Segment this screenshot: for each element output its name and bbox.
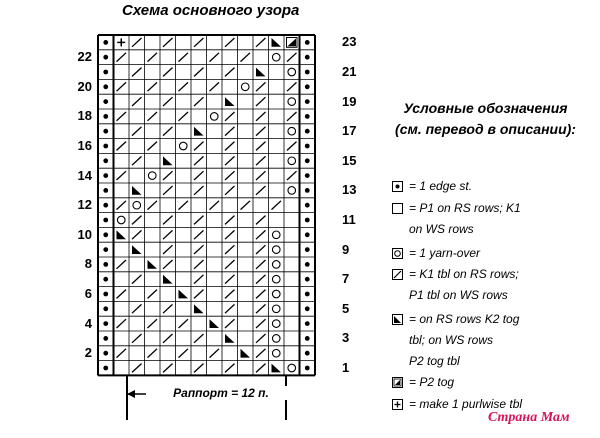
row-number-right: 7 — [342, 271, 350, 287]
cell-yarn-over-circle — [272, 261, 280, 269]
cell-edge-dot — [103, 129, 108, 134]
row-number-left: 6 — [84, 286, 92, 301]
cell-tbl-slash — [117, 319, 127, 328]
row-number-right: 15 — [342, 152, 357, 168]
cell-edge-dot — [305, 336, 310, 341]
cell-tbl-slash — [287, 171, 297, 180]
cell-tbl-slash — [194, 216, 204, 225]
cell-yarn-over-circle — [179, 142, 187, 150]
legend-text — [409, 198, 599, 240]
cell-tbl-slash — [256, 319, 266, 328]
cell-tbl-slash — [256, 97, 266, 106]
cell-tbl-slash — [225, 216, 235, 225]
legend-blank-icon — [392, 203, 403, 214]
cell-edge-dot — [305, 129, 310, 134]
cell-tbl-slash — [148, 290, 158, 299]
cell-tbl-slash — [256, 156, 266, 165]
cell-tbl-slash — [132, 275, 142, 284]
cell-yarn-over-circle — [272, 290, 280, 298]
cell-k2tog-triangle — [179, 290, 189, 299]
cell-tbl-slash — [179, 82, 189, 91]
chart-title: Схема основного узора — [122, 2, 300, 19]
cell-tbl-slash — [225, 68, 235, 77]
row-number-right: 17 — [342, 123, 357, 139]
cell-tbl-slash — [241, 201, 251, 210]
cell-tbl-slash — [132, 334, 142, 343]
cell-tbl-slash — [256, 230, 266, 239]
cell-edge-dot — [103, 218, 108, 223]
cell-tbl-slash — [163, 68, 173, 77]
cell-k2tog-triangle — [256, 68, 266, 77]
cell-tbl-slash — [256, 127, 266, 136]
cell-yarn-over-circle — [272, 305, 280, 313]
cell-edge-dot — [305, 262, 310, 267]
row-number-left: 2 — [84, 345, 92, 361]
cell-yarn-over-circle — [272, 246, 280, 254]
cell-edge-dot — [103, 144, 108, 149]
repeat-arrow-left — [127, 390, 135, 398]
cell-k2tog-triangle — [194, 304, 204, 313]
cell-yarn-over-circle — [288, 127, 296, 135]
cell-tbl-slash — [179, 349, 189, 358]
cell-edge-dot — [305, 70, 310, 75]
watermark-logo: Страна Мам — [488, 410, 570, 425]
cell-edge-dot — [103, 262, 108, 267]
cell-tbl-slash — [225, 38, 235, 47]
cell-edge-dot — [103, 158, 108, 163]
cell-tbl-slash — [194, 68, 204, 77]
cell-edge-dot — [305, 114, 310, 119]
legend-text-line1: = P1 on RS rows; K1 — [409, 201, 521, 215]
cell-k2tog-triangle — [225, 97, 235, 106]
cell-edge-dot — [305, 55, 310, 60]
cell-tbl-slash — [117, 260, 127, 269]
cell-edge-dot — [103, 114, 108, 119]
cell-tbl-slash — [225, 245, 235, 254]
cell-tbl-slash — [256, 290, 266, 299]
cell-tbl-slash — [163, 260, 173, 269]
cell-yarn-over-circle — [288, 98, 296, 106]
legend-text — [409, 176, 599, 197]
cell-yarn-over-circle — [288, 157, 296, 165]
cell-tbl-slash — [163, 230, 173, 239]
cell-k2tog-triangle — [210, 319, 220, 328]
cell-tbl-slash — [132, 304, 142, 313]
legend-text-line1: = P2 tog — [409, 375, 455, 389]
cell-tbl-slash — [194, 290, 204, 299]
legend-text-line1: = K1 tbl on RS rows; — [409, 267, 519, 281]
cell-tbl-slash — [225, 127, 235, 136]
cell-edge-dot — [305, 292, 310, 297]
cell-tbl-slash — [194, 334, 204, 343]
row-number-left: 4 — [84, 315, 92, 331]
cell-tbl-slash — [225, 186, 235, 195]
row-number-right: 21 — [342, 64, 357, 79]
cell-edge-dot — [103, 84, 108, 89]
cell-tbl-slash — [132, 97, 142, 106]
cell-tbl-slash — [117, 349, 127, 358]
cell-tbl-slash — [256, 142, 266, 151]
cell-edge-dot — [305, 144, 310, 149]
cell-tbl-slash — [179, 319, 189, 328]
cell-tbl-slash — [163, 364, 173, 373]
cell-p2tog-triangle — [288, 39, 297, 47]
cell-tbl-slash — [225, 156, 235, 165]
cell-tbl-slash — [256, 186, 266, 195]
legend-text — [409, 309, 599, 372]
cell-edge-dot — [305, 40, 310, 45]
row-number-left: 20 — [77, 78, 92, 94]
cell-yarn-over-circle — [288, 364, 296, 372]
row-number-left: 16 — [77, 138, 92, 153]
cell-edge-dot — [103, 336, 108, 341]
cell-tbl-slash — [148, 82, 158, 91]
cell-tbl-slash — [256, 112, 266, 121]
row-number-left: 14 — [77, 167, 92, 183]
legend-dark-triangle-icon — [392, 314, 403, 325]
cell-edge-dot — [305, 218, 310, 223]
cell-tbl-slash — [194, 142, 204, 151]
cell-tbl-slash — [117, 142, 127, 151]
cell-tbl-slash — [225, 364, 235, 373]
cell-tbl-slash — [132, 216, 142, 225]
legend-text — [409, 264, 599, 306]
cell-tbl-slash — [287, 82, 297, 91]
row-number-right: 3 — [342, 330, 350, 346]
cell-tbl-slash — [132, 156, 142, 165]
cell-tbl-slash — [179, 201, 189, 210]
cell-yarn-over-circle — [210, 113, 218, 121]
cell-edge-dot — [305, 232, 310, 237]
cell-tbl-slash — [210, 53, 220, 62]
cell-k2tog-triangle — [225, 334, 235, 343]
cell-edge-dot — [103, 321, 108, 326]
cell-tbl-slash — [256, 82, 266, 91]
legend-text-line1: = make 1 purlwise tbl — [409, 397, 523, 411]
legend-text-line1: = on RS rows K2 tog — [409, 312, 520, 326]
cell-tbl-slash — [132, 38, 142, 47]
cell-k2tog-triangle — [272, 364, 282, 373]
cell-yarn-over-circle — [272, 275, 280, 283]
cell-tbl-slash — [117, 82, 127, 91]
legend-title-line1: Условные обозначения — [403, 100, 568, 116]
cell-yarn-over-circle — [117, 216, 125, 224]
cell-yarn-over-circle — [272, 231, 280, 239]
legend-dot-icon — [392, 181, 403, 192]
cell-tbl-slash — [225, 275, 235, 284]
cell-tbl-slash — [256, 334, 266, 343]
cell-tbl-slash — [163, 245, 173, 254]
cell-edge-dot — [305, 158, 310, 163]
cell-yarn-over-circle — [272, 349, 280, 357]
cell-tbl-slash — [163, 186, 173, 195]
cell-tbl-slash — [132, 364, 142, 373]
cell-yarn-over-circle — [288, 187, 296, 195]
cell-edge-dot — [103, 351, 108, 356]
legend-text-line3: P2 tog tbl — [409, 354, 460, 368]
cell-edge-dot — [305, 84, 310, 89]
cell-yarn-over-circle — [288, 68, 296, 76]
legend-text — [409, 372, 599, 393]
cell-yarn-over-circle — [272, 53, 280, 61]
legend-text-line2: on WS rows — [409, 222, 474, 236]
cell-k2tog-triangle — [117, 230, 127, 239]
cell-k2tog-triangle — [163, 156, 173, 165]
cell-tbl-slash — [194, 275, 204, 284]
cell-edge-dot — [305, 173, 310, 178]
cell-tbl-slash — [256, 275, 266, 284]
cell-tbl-slash — [225, 290, 235, 299]
cell-tbl-slash — [210, 82, 220, 91]
cell-k2tog-triangle — [132, 245, 142, 254]
cell-edge-dot — [305, 203, 310, 208]
cell-tbl-slash — [117, 53, 127, 62]
cell-edge-dot — [305, 99, 310, 104]
legend-text-line2: tbl; on WS rows — [409, 333, 494, 347]
cell-tbl-slash — [225, 230, 235, 239]
cell-tbl-slash — [225, 171, 235, 180]
cell-k2tog-triangle — [272, 38, 282, 47]
cell-edge-dot — [103, 247, 108, 252]
cell-tbl-slash — [287, 142, 297, 151]
cell-tbl-slash — [148, 53, 158, 62]
legend-text — [409, 243, 599, 264]
cell-edge-dot — [103, 203, 108, 208]
row-number-left: 10 — [77, 226, 92, 242]
cell-tbl-slash — [163, 216, 173, 225]
cell-tbl-slash — [148, 112, 158, 121]
cell-tbl-slash — [256, 349, 266, 358]
cell-edge-dot — [305, 366, 310, 371]
row-number-left: 8 — [84, 256, 92, 272]
cell-tbl-slash — [163, 334, 173, 343]
cell-tbl-slash — [272, 201, 282, 210]
row-number-right: 23 — [342, 34, 357, 50]
legend-text-line1: = 1 yarn-over — [409, 246, 481, 260]
cell-tbl-slash — [256, 260, 266, 269]
cell-tbl-slash — [163, 171, 173, 180]
cell-yarn-over-circle — [133, 201, 141, 209]
cell-edge-dot — [305, 306, 310, 311]
cell-tbl-slash — [148, 201, 158, 210]
cell-tbl-slash — [163, 127, 173, 136]
row-number-left: 18 — [77, 108, 92, 124]
cell-edge-dot — [103, 277, 108, 282]
cell-tbl-slash — [163, 97, 173, 106]
cell-tbl-slash — [287, 112, 297, 121]
cell-tbl-slash — [132, 68, 142, 77]
row-number-right: 5 — [342, 300, 350, 316]
cell-edge-dot — [103, 55, 108, 60]
cell-yarn-over-circle — [272, 335, 280, 343]
row-number-right: 19 — [342, 93, 357, 109]
cell-tbl-slash — [256, 216, 266, 225]
cell-tbl-slash — [225, 304, 235, 313]
cell-k2tog-triangle — [132, 186, 142, 195]
cell-k2tog-triangle — [163, 275, 173, 284]
cell-tbl-slash — [194, 38, 204, 47]
cell-tbl-slash — [194, 156, 204, 165]
cell-tbl-slash — [225, 112, 235, 121]
cell-tbl-slash — [117, 201, 127, 210]
legend-boxed-triangle-icon — [392, 377, 403, 388]
cell-tbl-slash — [132, 230, 142, 239]
cell-edge-dot — [103, 173, 108, 178]
cell-tbl-slash — [194, 364, 204, 373]
cell-k2tog-triangle — [241, 349, 251, 358]
cell-tbl-slash — [256, 245, 266, 254]
cell-tbl-slash — [210, 349, 220, 358]
cell-tbl-slash — [148, 142, 158, 151]
cell-yarn-over-circle — [148, 172, 156, 180]
cell-tbl-slash — [194, 245, 204, 254]
cell-k2tog-triangle — [148, 260, 158, 269]
row-number-right: 13 — [342, 182, 357, 198]
legend-text-line1: = 1 edge st. — [409, 179, 473, 193]
cell-tbl-slash — [132, 127, 142, 136]
cell-tbl-slash — [179, 53, 189, 62]
cell-edge-dot — [103, 70, 108, 75]
row-number-right: 9 — [342, 241, 350, 257]
row-number-right: 1 — [342, 360, 350, 375]
cell-tbl-slash — [210, 201, 220, 210]
cell-edge-dot — [103, 188, 108, 193]
cell-tbl-slash — [148, 319, 158, 328]
cell-tbl-slash — [256, 171, 266, 180]
legend-text-line2: P1 tbl on WS rows — [409, 288, 508, 302]
legend-title-line2: (см. перевод в описании): — [395, 121, 576, 137]
cell-tbl-slash — [256, 38, 266, 47]
cell-tbl-slash — [194, 260, 204, 269]
cell-edge-dot — [103, 292, 108, 297]
cell-yarn-over-circle — [241, 83, 249, 91]
cell-tbl-slash — [179, 112, 189, 121]
cell-tbl-slash — [194, 171, 204, 180]
cell-edge-dot — [103, 99, 108, 104]
cell-edge-dot — [305, 247, 310, 252]
cell-edge-dot — [103, 232, 108, 237]
cell-tbl-slash — [148, 349, 158, 358]
repeat-label: Раппорт = 12 п. — [146, 386, 296, 400]
cell-edge-dot — [305, 351, 310, 356]
legend-circle-icon — [392, 248, 403, 259]
cell-tbl-slash — [163, 38, 173, 47]
cell-tbl-slash — [163, 304, 173, 313]
cell-k2tog-triangle — [194, 127, 204, 136]
legend-title — [383, 98, 588, 140]
cell-edge-dot — [305, 277, 310, 282]
cell-edge-dot — [103, 306, 108, 311]
cell-tbl-slash — [117, 171, 127, 180]
row-number-right: 11 — [342, 212, 356, 227]
cell-tbl-slash — [117, 112, 127, 121]
legend-slash-icon — [392, 269, 403, 280]
cell-tbl-slash — [256, 364, 266, 373]
cell-edge-dot — [305, 321, 310, 326]
cell-tbl-slash — [117, 290, 127, 299]
row-number-left: 22 — [77, 49, 92, 65]
row-number-left: 12 — [77, 197, 92, 213]
cell-tbl-slash — [194, 230, 204, 239]
cell-tbl-slash — [194, 97, 204, 106]
cell-edge-dot — [103, 366, 108, 371]
cell-edge-dot — [305, 188, 310, 193]
cell-tbl-slash — [225, 319, 235, 328]
cell-tbl-slash — [287, 53, 297, 62]
cell-tbl-slash — [241, 53, 251, 62]
cell-tbl-slash — [256, 304, 266, 313]
cell-edge-dot — [103, 40, 108, 45]
legend-plus-icon — [392, 399, 403, 410]
cell-tbl-slash — [225, 260, 235, 269]
cell-tbl-slash — [194, 186, 204, 195]
cell-yarn-over-circle — [272, 320, 280, 328]
cell-tbl-slash — [225, 142, 235, 151]
